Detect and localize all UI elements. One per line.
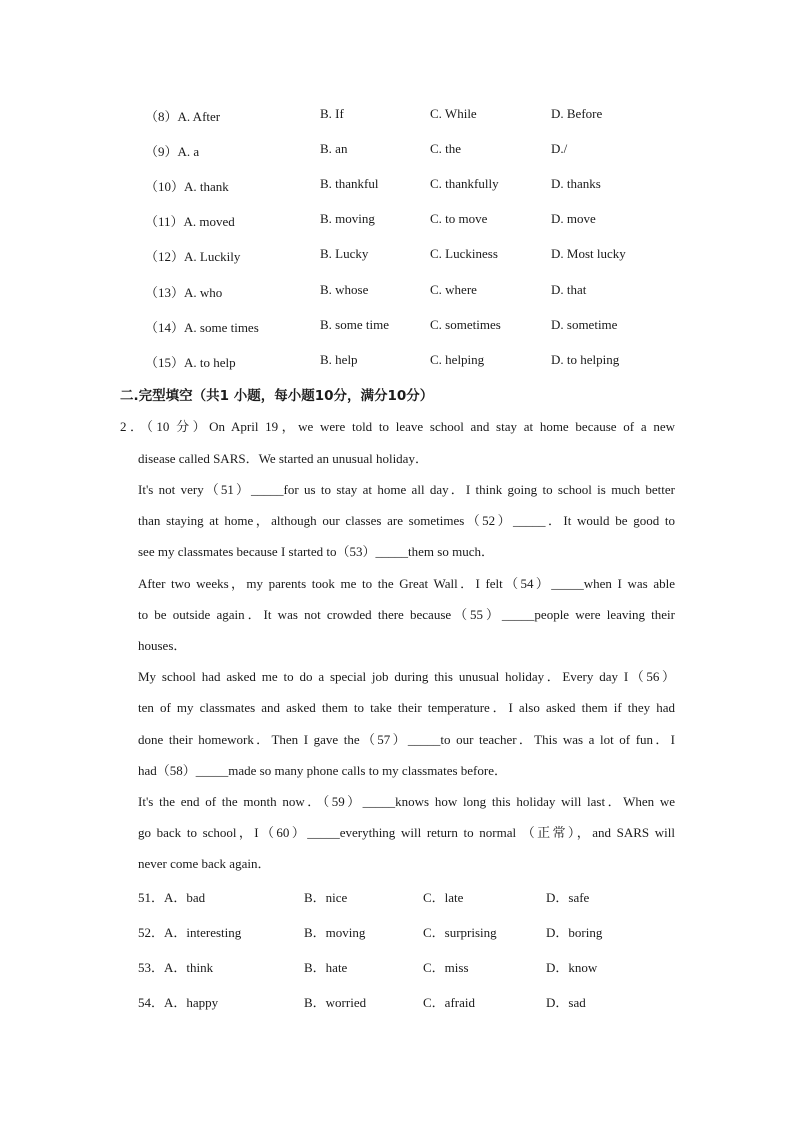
answer-row [0, 957, 794, 977]
answer-a: 54．A．happy [138, 995, 219, 1010]
option-b: B. some time [320, 317, 389, 332]
option-b: B. thankful [320, 176, 379, 191]
option-d: D. Before [551, 106, 603, 121]
answer-c: C．afraid [423, 995, 475, 1010]
option-row [0, 282, 794, 302]
section-title: 二.完型填空（共1 小题，每小题10分，满分10分） [120, 388, 434, 404]
answer-row [0, 922, 794, 942]
answer-a: 51．A．bad [138, 890, 206, 905]
answer-d: D．know [546, 960, 598, 975]
option-row [0, 106, 794, 126]
question-2-heading: 2．（10 分）On April 19，we were told to leave school and stay at home because of a new [120, 419, 675, 434]
option-c: C. to move [430, 211, 488, 226]
option-b: B. help [320, 352, 358, 367]
option-d: D. move [551, 211, 596, 226]
passage-line: It's the end of the month now．（59）_____knows how long this holiday will last．When we [138, 794, 675, 809]
option-b: B. an [320, 141, 348, 156]
answer-b: B．moving [304, 925, 366, 940]
option-c: C. While [430, 106, 477, 121]
answer-c: C．surprising [423, 925, 497, 940]
option-a: （11）A. moved [145, 214, 235, 229]
option-d: D. to helping [551, 352, 620, 367]
option-a: （13）A. who [145, 285, 223, 300]
passage-line: had（58）_____made so many phone calls to my classmates before． [138, 763, 507, 778]
passage-line: to be outside again．It was not crowded there because（55）_____people were leaving their [138, 607, 675, 622]
answer-d: D．sad [546, 995, 586, 1010]
option-d: D. Most lucky [551, 246, 626, 261]
passage-line: go back to school，I（60）_____everything will return to normal （正常），and SARS will [138, 825, 675, 840]
option-b: B. moving [320, 211, 375, 226]
option-c: C. thankfully [430, 176, 499, 191]
option-b: B. Lucky [320, 246, 369, 261]
answer-a: 52．A．interesting [138, 925, 242, 940]
option-d: D./ [551, 141, 568, 156]
answer-row [0, 992, 794, 1012]
answer-b: B．nice [304, 890, 348, 905]
passage-line: never come back again． [138, 856, 271, 871]
answer-b: B．worried [304, 995, 367, 1010]
passage-line: It's not very（51）_____for us to stay at home all day．I think going to school is much better [138, 482, 675, 497]
passage-line: After two weeks，my parents took me to the Great Wall．I felt（54）_____when I was able [138, 576, 675, 591]
passage-line: ten of my classmates and asked them to take their temperature．I also asked them if they had [138, 700, 675, 715]
option-d: D. sometime [551, 317, 618, 332]
passage-line: disease called SARS．We started an unusual holiday． [138, 451, 428, 466]
option-d: D. that [551, 282, 587, 297]
option-c: C. where [430, 282, 477, 297]
passage-line: houses． [138, 638, 187, 653]
answer-d: D．boring [546, 925, 603, 940]
option-c: C. Luckiness [430, 246, 498, 261]
option-a: （8）A. After [145, 109, 221, 124]
option-c: C. helping [430, 352, 485, 367]
option-a: （10）A. thank [145, 179, 229, 194]
answer-b: B．hate [304, 960, 348, 975]
option-b: B. If [320, 106, 344, 121]
option-d: D. thanks [551, 176, 601, 191]
passage-line: see my classmates because I started to（53）_____them so much． [138, 544, 494, 559]
option-row [0, 246, 794, 266]
option-a: （9）A. a [145, 144, 200, 159]
option-a: （15）A. to help [145, 355, 236, 370]
answer-a: 53．A．think [138, 960, 214, 975]
option-row [0, 211, 794, 231]
option-b: B. whose [320, 282, 369, 297]
answer-c: C．miss [423, 960, 469, 975]
option-c: C. the [430, 141, 462, 156]
answer-c: C．late [423, 890, 464, 905]
option-a: （14）A. some times [145, 320, 259, 335]
option-row [0, 141, 794, 161]
passage-line: My school had asked me to do a special job during this unusual holiday．Every day I（56） [138, 669, 675, 684]
option-row [0, 176, 794, 196]
option-c: C. sometimes [430, 317, 501, 332]
option-a: （12）A. Luckily [145, 249, 241, 264]
passage-line: done their homework．Then I gave the（57）_____to our teacher．This was a lot of fun．I [138, 732, 675, 747]
answer-d: D．safe [546, 890, 590, 905]
option-row [0, 317, 794, 337]
option-row [0, 352, 794, 372]
answer-row [0, 887, 794, 907]
passage-line: than staying at home，although our classes are sometimes（52）_____．It would be good to [138, 513, 675, 528]
